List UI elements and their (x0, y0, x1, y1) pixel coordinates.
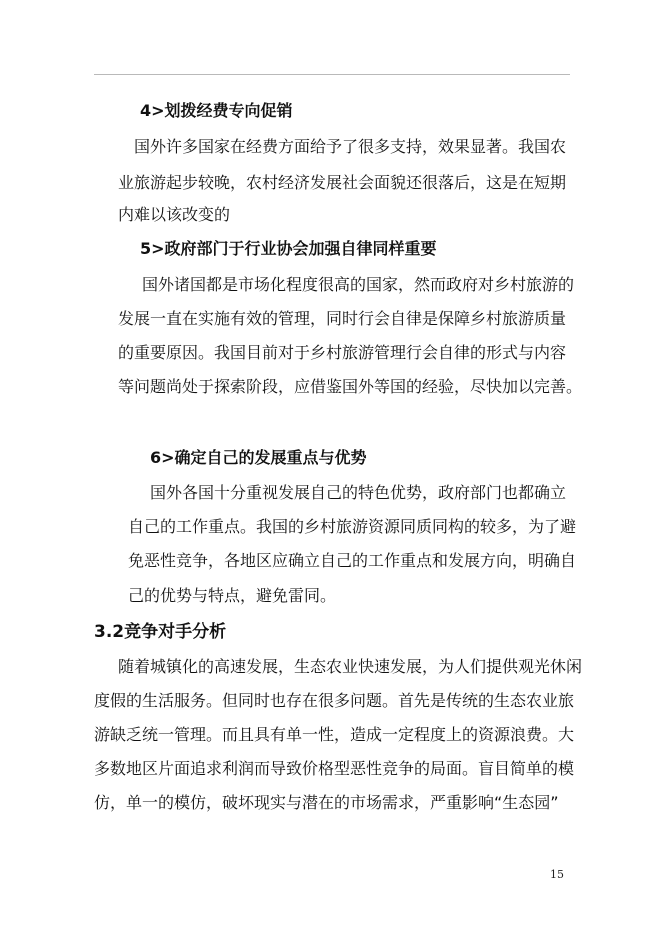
section-paragraph-line-2: 度假的生活服务。但同时也存在很多问题。首先是传统的生态农业旅 (94, 691, 575, 710)
heading-6: 6>确定自己的发展重点与优势 (150, 448, 367, 467)
paragraph-5-line-4: 等问题尚处于探索阶段，应借鉴国外等国的经验，尽快加以完善。 (118, 377, 583, 396)
paragraph-6-line-4: 己的优势与特点，避免雷同。 (128, 586, 337, 605)
paragraph-6-line-3: 免恶性竞争，各地区应确立自己的工作重点和发展方向，明确自 (128, 551, 577, 570)
paragraph-6-line-2: 自己的工作重点。我国的乡村旅游资源同质同构的较多，为了避 (128, 517, 577, 536)
paragraph-4-line-1: 国外许多国家在经费方面给予了很多支持，效果显著。我国农 (134, 137, 567, 156)
heading-5: 5>政府部门于行业协会加强自律同样重要 (140, 239, 437, 258)
section-paragraph-line-3: 游缺乏统一管理。而且具有单一性，造成一定程度上的资源浪费。大 (94, 725, 575, 744)
section-paragraph-line-4: 多数地区片面追求利润而导致价格型恶性竞争的局面。盲目简单的模 (94, 759, 575, 778)
paragraph-4-line-2: 业旅游起步较晚，农村经济发展社会面貌还很落后，这是在短期 (118, 173, 567, 192)
paragraph-4-line-3: 内难以该改变的 (118, 205, 231, 224)
paragraph-6-line-1: 国外各国十分重视发展自己的特色优势，政府部门也都确立 (150, 483, 567, 502)
section-paragraph-line-5: 仿，单一的模仿，破坏现实与潜在的市场需求，严重影响“生态园” (94, 793, 559, 812)
section-title: 3.2竞争对手分析 (94, 622, 227, 642)
paragraph-5-line-3: 的重要原因。我国目前对于乡村旅游管理行会自律的形式与内容 (118, 343, 567, 362)
section-paragraph-line-1: 随着城镇化的高速发展，生态农业快速发展，为人们提供观光休闲 (118, 657, 583, 676)
paragraph-5-line-1: 国外诸国都是市场化程度很高的国家，然而政府对乡村旅游的 (142, 275, 575, 294)
page-number: 15 (550, 868, 564, 881)
heading-4: 4>划拨经费专向促销 (140, 101, 293, 120)
paragraph-5-line-2: 发展一直在实施有效的管理，同时行会自律是保障乡村旅游质量 (118, 309, 567, 328)
header-rule (94, 74, 570, 75)
